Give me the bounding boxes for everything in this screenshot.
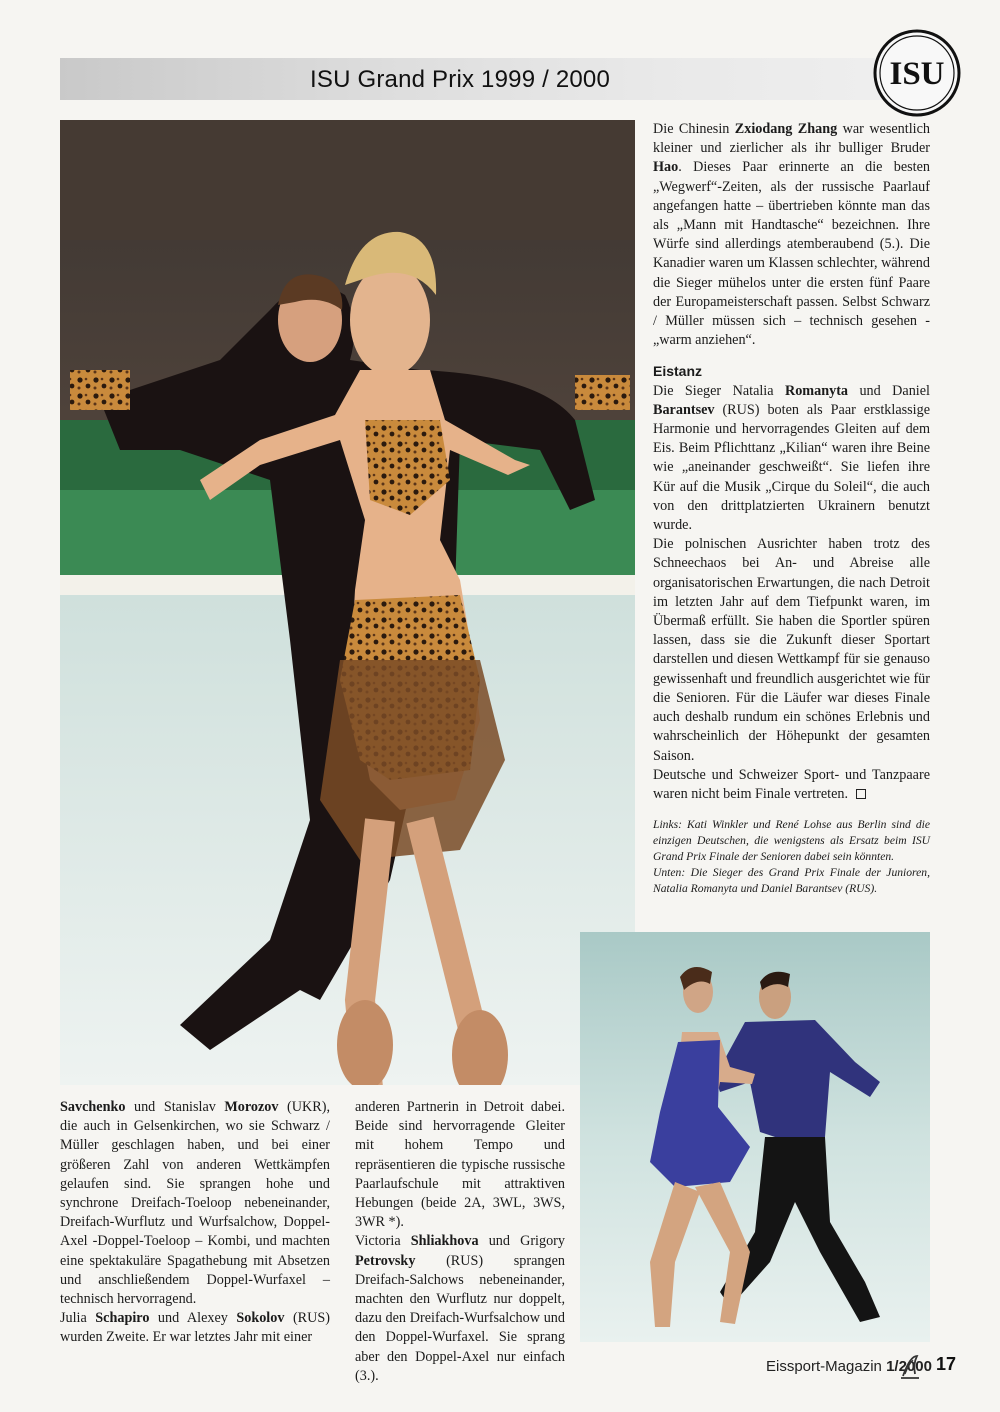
name-emphasis: Romanyta [784,382,849,399]
issue-number: 1/2000 [886,1358,932,1375]
text-run: Victoria [355,1233,411,1250]
closing-text: Deutsche und Schweizer Sport- und Tanzpaare waren nicht beim Finale vertreten. [653,766,930,802]
isu-logo [872,28,962,118]
text-run: war wesentlich kleiner und zierlicher als ihr bulliger Bruder [653,121,930,157]
photo-ice-dance-couple [60,120,635,1085]
paragraph-shliakhova [355,1232,565,1386]
magazine-name: Eissport-Magazin [766,1358,882,1375]
name-emphasis: Shliakhova [410,1233,479,1250]
article-bottom-middle-column [355,1098,565,1386]
name-emphasis: Savchenko [60,1099,126,1115]
text-run: (RUS) wurden Zweite. Er war letztes Jahr mit einer [60,1310,330,1346]
paragraph-closing [653,766,930,804]
text-run: (RUS) boten als Paar erstklassige Harmonie und hervorragendes Gleiten auf dem Eis. Beim Pflichttanz „Kilian“ waren ihre Beine wie „aneinander geschweißt“. Sie liefen ihre Kür auf die Musik „Cirque du Soleil“, die auch von den drittplatzierten Ukrainern benutzt wurde. [653,401,930,534]
article-bottom-left-column [60,1098,330,1348]
caption-left: Links: Kati Winkler und René Lohse aus Berlin sind die einzigen Deutschen, die wenigstens als Ersatz beim ISU Grand Prix Finale der Senioren dabei sein könnten. [653,818,930,863]
text-run: (UKR), die auch in Gelsenkirchen, wo sie Schwarz / Müller geschlagen haben, und bei einer größeren Zahl von anderen Wettkämpfen gelaufen sind. Sie sprangen hohe und synchrone Dreifach-Toeloop nebeneinander, Dreifach-Wurflutz und Wurfsalchow, Doppel-Axel -Doppel-Toeloop – Kombi, und machten eine spektakuläre Spagathebung mit Absetzen und anschließendem Doppel-Wurfaxel – technisch hervorragend. [60,1099,330,1308]
skater-logo-icon [897,1352,923,1380]
text-run: und Daniel [848,382,930,399]
paragraph-savchenko [60,1098,330,1309]
text-run: Die Sieger Natalia [653,382,785,399]
article-right-column [653,120,930,804]
text-run: und Grigory [478,1233,565,1250]
paragraph-zhang [653,120,930,350]
page-title: ISU Grand Prix 1999 / 2000 [310,66,611,93]
text-run: . Dieses Paar erinnerte an die besten „Wegwerf“-Zeiten, als der russische Paarlauf angefangen hatte – übertrieben könnte man das als „Mann mit Handtasche“ bezeichnen. Ihre Würfe sind allerdings atemberaubend (5.). Die Kanadier waren um Klassen schlechter, während die Sieger mühelos unter die ersten fünf Paare der Europameisterschaft passen. Selbst Schwarz / Müller müssen sich – technisch gesehen - „warm anziehen“. [653,159,930,349]
paragraph-organizers: Die polnischen Ausrichter haben trotz des Schneechaos bei An- und Abreise alle organisatorischen Erwartungen, die nach Detroit im letzten Jahr auf dem Tiefpunkt waren, im Übermaß erfüllt. Sie haben die Sportler spüren lassen, dass sie die Zukunft dieser Sportart darstellen und diesen Wettkampf für sie genauso gewissenhaft und freundlich ausgerichtet wie für die Senioren. Für die Läufer war dieses Finale auch deshalb rundum ein schönes Erlebnis und wahrscheinlich der Höhepunkt der gesamten Saison. [653,536,930,764]
name-emphasis: Hao [653,159,679,176]
paragraph-detroit: anderen Partnerin in Detroit dabei. Beide sind hervorragende Gleiter mit hohem Tempo und repräsentieren die typische russische Paarlaufschule mit attraktiven Hebungen (beide 2A, 3WL, 3WS, 3WR *). [355,1099,565,1231]
page-number: 17 [936,1354,957,1374]
photo-junior-winners [580,932,930,1342]
caption-below: Unten: Die Sieger des Grand Prix Finale der Junioren, Natalia Romanyta und Daniel Barantsev (RUS). [653,866,930,895]
paragraph-eistanz [653,382,930,536]
name-emphasis: Schapiro [95,1310,150,1327]
text-run: Die Chinesin [653,121,735,137]
text-run: (RUS) sprangen Dreifach-Salchows nebeneinander, machten den Wurflutz nur doppelt, dazu den Dreifach-Wurfsalchow und den Doppel-Wurfaxel. Sie sprang aber den Doppel-Axel nur einfach (3.). [355,1252,565,1384]
subheading-eistanz: Eistanz [653,363,703,380]
end-of-article-mark [856,789,866,799]
photo-caption [653,817,930,897]
name-emphasis: Barantsev [653,401,715,418]
header-bar [60,58,920,100]
text-run: und Alexey [149,1310,237,1327]
isu-logo-text: ISU [889,56,945,92]
name-emphasis: Morozov [224,1099,279,1115]
text-run: und Stanislav [125,1099,225,1115]
name-emphasis: Zxiodang Zhang [734,121,838,137]
text-run: Julia [60,1310,96,1327]
name-emphasis: Petrovsky [355,1252,416,1269]
name-emphasis: Sokolov [236,1310,285,1327]
paragraph-schapiro [60,1309,330,1347]
